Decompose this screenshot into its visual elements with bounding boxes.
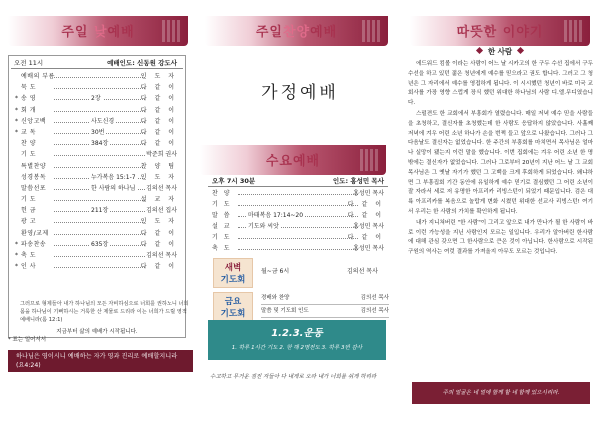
- life-worship-notice: 지금부터 삶의 예배가 시작됩니다.: [56, 329, 138, 335]
- worship-order-row: [9, 161, 185, 172]
- wednesday-order-row: [208, 221, 388, 232]
- worship-order-row: [9, 127, 185, 138]
- worship-order-list: [9, 71, 185, 272]
- order-performer: 다 같 이: [347, 212, 384, 219]
- order-item: 예배의 부름: [21, 73, 55, 80]
- order-item: 파송찬송: [21, 240, 47, 248]
- wednesday-time: 오후 7시 30분: [212, 177, 256, 185]
- worship-order-row: [9, 172, 185, 183]
- sunday-service-title-bar: [8, 16, 188, 46]
- order-item: 축 도: [212, 245, 232, 252]
- order-item: 인 사: [21, 263, 36, 271]
- order-performer: 다 같 이: [140, 128, 177, 136]
- diamond-icon: [517, 47, 524, 54]
- standing-note: * 표는 일어서서: [8, 337, 47, 343]
- worship-order-row: [9, 149, 185, 160]
- order-performer: 다 같 이: [347, 234, 384, 241]
- worship-order-row: [9, 93, 185, 104]
- order-detail: 사도신경: [89, 116, 116, 127]
- order-item: 축 도: [21, 252, 36, 259]
- movement-banner: [208, 320, 386, 360]
- standing-mark: *: [15, 240, 18, 248]
- dot-leader: [238, 238, 358, 239]
- order-performer: 다 같 이: [140, 229, 177, 237]
- story-paragraph: 내가 지니쳐버린 "한 사람"이 그리고 앞으로 내가 만나가 될 한 사람이 바로 이런 가능성을 지닌 사람인지 모르는 일입니다. 우리가 알아버린 한사람에 대해 관심 갖으면 그 한사람으로 큰은 것이 아닙니다. 한사람으로 시작된 구원의 역사는 여럿 결과를 가져올지 아무도 모르는 것입니다.: [408, 219, 593, 256]
- dawn-prayer-badge: 새벽 기도회: [213, 258, 253, 288]
- order-item: 신앙고백: [21, 117, 47, 125]
- worship-order-row: [9, 239, 185, 250]
- order-detail: 누가복음 15:1-7: [89, 172, 138, 183]
- order-performer: 다 같 이: [140, 84, 177, 92]
- order-performer: 인 도 자: [140, 173, 177, 181]
- dot-leader: [54, 222, 145, 223]
- order-item: 특별찬양: [21, 162, 47, 170]
- friday-prayer-leader: 김의선 목사: [360, 295, 389, 301]
- friday-prayer-activity: 말씀 및 기도회 인도: [261, 308, 309, 314]
- dot-leader: [54, 111, 145, 112]
- standing-mark: *: [15, 252, 18, 259]
- order-performer: 김의선 목사: [146, 184, 177, 192]
- order-detail: 한 사람의 하나님: [89, 183, 137, 194]
- worship-order-row: [9, 261, 185, 272]
- wednesday-order-row: [208, 232, 388, 243]
- sunday-service-title: 주일 낮예배: [61, 25, 135, 40]
- order-performer: 다 같 이: [140, 240, 177, 248]
- order-item: 광 고: [21, 218, 36, 226]
- dot-leader: [54, 234, 145, 235]
- order-detail: 기도와 씨앗: [248, 223, 279, 230]
- dot-leader: [54, 267, 145, 268]
- dawn-prayer-time: 월~금 6시 김의선 목사: [261, 268, 378, 275]
- service-leader: 예배인도: 신동원 강도사: [107, 59, 177, 67]
- order-performer: 홍성민 목사: [353, 245, 384, 252]
- wednesday-order-row: [208, 243, 388, 254]
- friday-prayer-activity: 경배와 찬양: [261, 295, 290, 301]
- worship-order-row: [9, 138, 185, 149]
- praise-service-title: 주일찬양예배: [255, 25, 338, 40]
- order-performer: 인 도 자: [140, 73, 177, 80]
- wednesday-order-row: [208, 199, 388, 210]
- order-item: 기 도: [21, 151, 36, 159]
- story-heading: 한 사람: [400, 46, 600, 57]
- warm-story-title-bar: [410, 16, 590, 46]
- order-performer: 다 같 이: [140, 117, 177, 125]
- worship-order-box: [8, 55, 186, 338]
- worship-order-row: [9, 105, 185, 116]
- friday-prayer-item: [261, 305, 389, 318]
- order-item: 찬 양: [21, 140, 36, 148]
- worship-order-row: [9, 250, 185, 261]
- dot-leader: [54, 155, 145, 156]
- friday-prayer-details: [261, 292, 389, 318]
- movement-title: 1.2.3.운동: [271, 328, 323, 339]
- order-detail: 마태복음 17:14~20: [248, 212, 304, 219]
- wednesday-service-title: 수요예배: [265, 154, 321, 169]
- order-item: 말씀선포: [21, 184, 47, 192]
- order-performer: 인 도 자: [140, 218, 177, 226]
- dot-leader: [238, 249, 358, 250]
- sunday-service-panel: [0, 0, 200, 424]
- dot-leader: [238, 194, 358, 195]
- order-item: 헌 금: [21, 207, 36, 215]
- dot-leader: [238, 205, 358, 206]
- order-item: 말 씀: [212, 212, 232, 219]
- john-verse-banner: 하나님은 영이시니 예배하는 자가 영과 진리로 예배할지니라 (요4:24): [8, 350, 193, 372]
- header-divider: [11, 68, 183, 69]
- wednesday-order-row: [208, 210, 388, 221]
- order-performer: 다 같 이: [140, 140, 177, 148]
- order-item: 환영/교제: [21, 229, 49, 237]
- order-performer: 다 같 이: [140, 95, 177, 103]
- standing-mark: *: [15, 263, 18, 271]
- wednesday-order-row: [208, 188, 388, 199]
- order-item: 기 도: [212, 201, 232, 208]
- order-performer: 홍성민 목사: [353, 190, 384, 197]
- dot-leader: [54, 256, 145, 257]
- standing-mark: *: [15, 117, 18, 125]
- praise-service-title-bar: [205, 16, 388, 46]
- worship-order-row: [9, 228, 185, 239]
- order-detail: 384장: [89, 138, 110, 149]
- order-performer: 찬 양 팀: [140, 162, 177, 170]
- dot-leader: [54, 167, 145, 168]
- order-performer: 설 교 자: [140, 196, 177, 204]
- matthew-verse: 수고하고 무거운 짐진 자들아 다 내게로 오라 내가 너희를 쉬게 하리라: [210, 374, 377, 380]
- order-performer: 다 같 이: [347, 201, 384, 208]
- order-item: 기 도: [21, 196, 36, 204]
- order-detail: 30번: [89, 127, 106, 138]
- order-detail: 211장: [89, 205, 110, 216]
- order-performer: 김의선 목사: [146, 252, 177, 259]
- story-paragraph: 스펄젼도 한 교회에서 부흥회가 열렸습니다. 매일 저녁 예수 믿을 사람들을 초청하고, 결신자를 초청했는데 한 사람도 응답하지 않았습니다. 사흘째 저녁에 겨우 어린 소년 하나가 손을 번쩍 들고 앞으로 나왔습니다. 그러나 그 다음날도 결신자는 없었습니다. 한 주간의 부흥회를 마치면서 목사님은 얼마나 실망이 됐는지 이런 말을 했습니다. 이번 집회에는 겨우 어린 소년 한 명 밖에는 결신자가 없었습니다. 그러나 그로부터 20년이 지난 어느 날 그 교회 목사님은 그 옛날 자기가 했던 그 고백을 크게 후회하게 되었습니다. 왜냐하면 그 부흥집회 기간 동안에 유일하게 예수 믿기로 결심했던 그 어린 소년이 잘 자라서 세로 저 유명한 아프리카 리빙스턴이 되었기 때문입니다. 검은 대륙 아프리카를 복음으로 놀랍게 변화 시켰던 위대한 선교사 리빙스턴! 여기서 우리는 한 사람의 가치를 확인하게 됩니다.: [408, 110, 593, 215]
- movement-subtitle: 1. 하루 1시간 기도 2. 한 해 2명전도 3. 하루 3번 감사: [231, 345, 363, 351]
- order-performer: 홍성민 목사: [353, 223, 384, 230]
- wednesday-order-list: [208, 188, 388, 254]
- order-detail: 635장: [89, 239, 110, 250]
- order-item: 설 교: [212, 223, 232, 230]
- warm-story-panel: [400, 0, 600, 424]
- wednesday-leader: 인도: 홍성민 목사: [332, 177, 384, 185]
- worship-order-row: [9, 216, 185, 227]
- order-item: 회 개: [21, 106, 36, 114]
- order-item: 교 독: [21, 128, 36, 136]
- order-item: 송 영: [21, 95, 36, 103]
- friday-prayer-badge: 금요 기도회: [213, 292, 253, 322]
- dawn-prayer-leader: 김의선 목사: [347, 268, 378, 275]
- home-worship-heading: 가정예배: [261, 83, 339, 103]
- wednesday-service-title-bar: [200, 145, 386, 175]
- diamond-icon: [476, 47, 483, 54]
- friday-prayer-item: [261, 292, 389, 305]
- worship-order-row: [9, 183, 185, 194]
- order-performer: 김의선 집사: [146, 207, 177, 215]
- friday-prayer-leader: 김의선 목사: [360, 308, 389, 314]
- worship-order-row: [9, 82, 185, 93]
- standing-mark: *: [15, 106, 18, 114]
- worship-order-row: [9, 116, 185, 127]
- order-performer: 박준희 권사: [146, 151, 177, 159]
- order-item: 찬 양: [212, 190, 232, 197]
- order-item: 성경봉독: [21, 173, 47, 181]
- service-time: 오전 11시: [14, 59, 44, 67]
- story-paragraph: 에드워드 킴볼 이라는 사람이 어느 날 시카고의 한 구두 수선 집에서 구두수선을 하고 있던 젊은 청년에게 예수를 믿으라고 권도 합니다. 그러고 그 청년은 그 자리에서 예수를 영접하게 됩니다. 이 시시했던 청년이 바로 미국 교회사를 가장 영향 스럽게 장식 했던 위대한 하나님의 사람 디.엘.무디였습니다.: [408, 61, 593, 107]
- worship-order-row: [9, 194, 185, 205]
- order-performer: 다 같 이: [140, 106, 177, 114]
- praise-service-panel: [200, 0, 400, 424]
- dot-leader: [54, 88, 145, 89]
- standing-mark: *: [15, 95, 18, 103]
- romans-verse: 그러므로 형제들아 내가 하나님의 모든 자비하심으로 너희를 권하노니 너희 몸을 하나님이 기뻐하시는 거룩한 산 제물로 드리라 이는 너희가 드릴 영적 예배니라(롬 12:1): [20, 301, 189, 323]
- order-item: 묵 도: [21, 84, 36, 92]
- blessing-banner: 주의 얼굴은 네 얼에 함께 할 네 함께 있으시리라.: [412, 382, 590, 404]
- worship-order-row: [9, 205, 185, 216]
- dot-leader: [54, 77, 145, 78]
- order-detail: 2장: [89, 93, 103, 104]
- standing-mark: *: [15, 128, 18, 136]
- worship-order-row: [9, 71, 185, 82]
- order-performer: 다 같 이: [140, 263, 177, 271]
- wednesday-divider: [208, 186, 388, 187]
- warm-story-title: 따뜻한 이야기: [456, 25, 544, 40]
- story-body: [408, 60, 593, 259]
- order-item: 기 도: [212, 234, 232, 241]
- dot-leader: [54, 200, 145, 201]
